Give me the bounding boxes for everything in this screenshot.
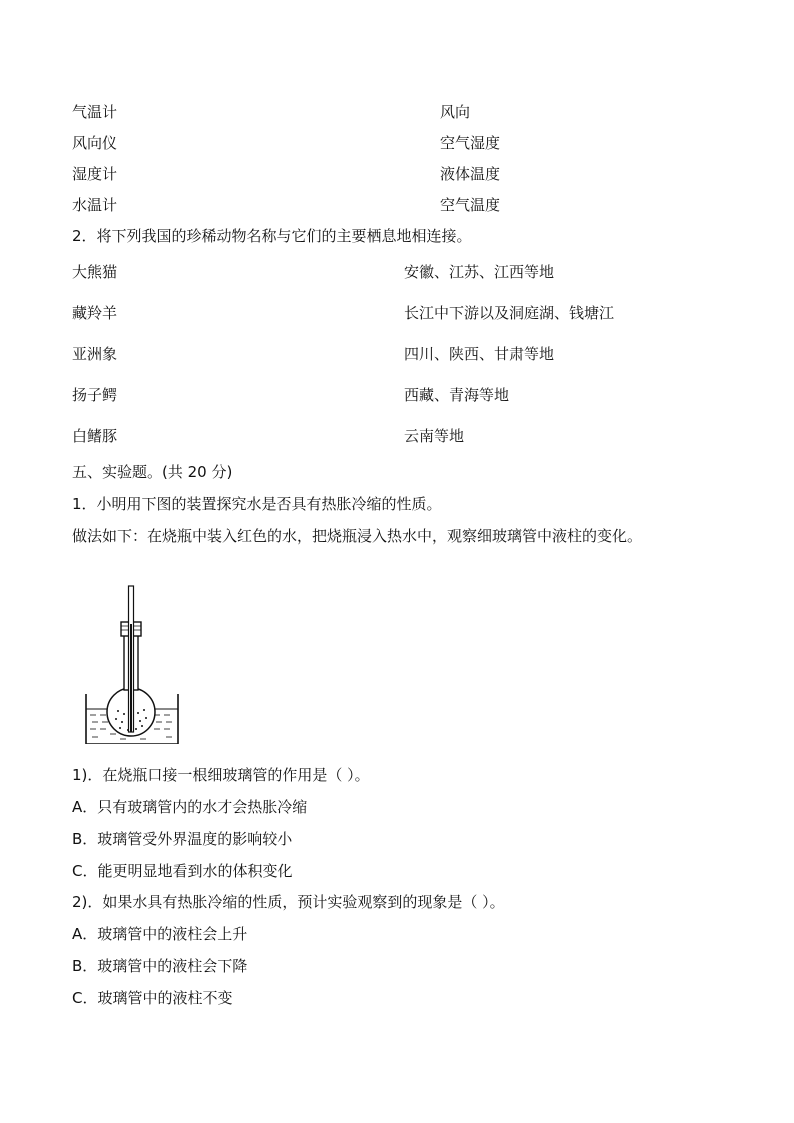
habitat-2: 长江中下游以及洞庭湖、钱塘江 bbox=[404, 304, 615, 322]
match1-left-1: 气温计 bbox=[72, 103, 118, 121]
sub1-question: 1)．在烧瓶口接一根细玻璃管的作用是（ ）。 bbox=[72, 766, 370, 784]
animal-4: 扬子鳄 bbox=[72, 386, 118, 404]
habitat-5: 云南等地 bbox=[404, 427, 465, 445]
sub1-option-a: A．只有玻璃管内的水才会热胀冷缩 bbox=[72, 798, 308, 816]
match1-right-4: 空气温度 bbox=[440, 196, 501, 214]
question2-title: 2．将下列我国的珍稀动物名称与它们的主要栖息地相连接。 bbox=[72, 227, 472, 245]
habitat-3: 四川、陕西、甘肃等地 bbox=[404, 345, 555, 363]
section5-heading: 五、实验题。(共 20 分) bbox=[72, 463, 233, 481]
sub1-option-b: B．玻璃管受外界温度的影响较小 bbox=[72, 830, 293, 848]
match1-left-2: 风向仪 bbox=[72, 134, 118, 152]
sub2-question: 2)．如果水具有热胀冷缩的性质，预计实验观察到的现象是（ ）。 bbox=[72, 893, 505, 911]
match1-right-3: 液体温度 bbox=[440, 165, 501, 183]
animal-1: 大熊猫 bbox=[72, 263, 118, 281]
sub1-option-c: C．能更明显地看到水的体积变化 bbox=[72, 862, 293, 880]
sub2-option-c: C．玻璃管中的液柱不变 bbox=[72, 989, 233, 1007]
animal-3: 亚洲象 bbox=[72, 345, 118, 363]
habitat-1: 安徽、江苏、江西等地 bbox=[404, 263, 555, 281]
animal-2: 藏羚羊 bbox=[72, 304, 118, 322]
match1-left-3: 湿度计 bbox=[72, 165, 118, 183]
match1-left-4: 水温计 bbox=[72, 196, 118, 214]
q1-method: 做法如下：在烧瓶中装入红色的水，把烧瓶浸入热水中，观察细玻璃管中液柱的变化。 bbox=[72, 527, 643, 545]
match1-right-1: 风向 bbox=[440, 103, 471, 121]
animal-5: 白鳍豚 bbox=[72, 427, 118, 445]
match1-right-2: 空气湿度 bbox=[440, 134, 501, 152]
flask-in-water-bath-diagram bbox=[84, 584, 180, 744]
q1-intro: 1．小明用下图的装置探究水是否具有热胀冷缩的性质。 bbox=[72, 495, 442, 513]
habitat-4: 西藏、青海等地 bbox=[404, 386, 510, 404]
sub2-option-b: B．玻璃管中的液柱会下降 bbox=[72, 957, 248, 975]
sub2-option-a: A．玻璃管中的液柱会上升 bbox=[72, 925, 248, 943]
